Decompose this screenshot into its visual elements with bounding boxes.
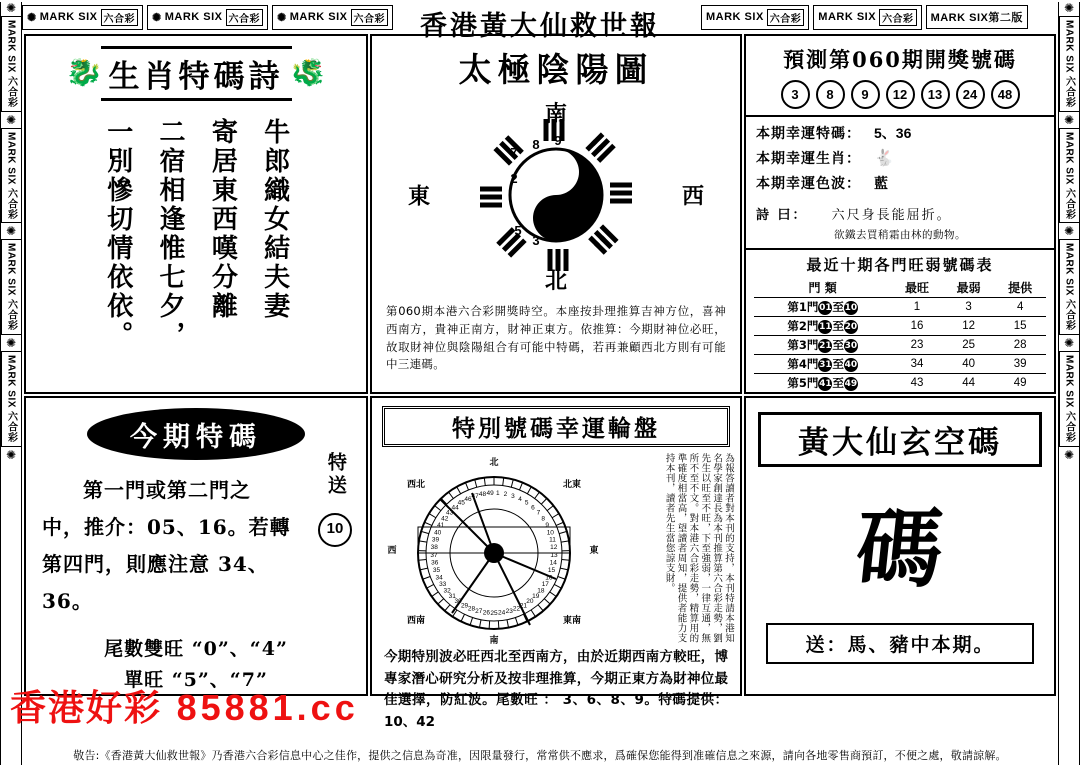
- disclaimer: 敬告:《香港黃大仙救世報》乃香港六合彩信息中心之佳作，提供之信息為奇准，因限量發行，常常供不應求，爲確保您能得到准確信息之來源，請向各地零售商預訂，不便之處，敬請諒解。: [73, 749, 1007, 762]
- hot-cell: 43: [891, 374, 943, 393]
- svg-text:37: 37: [430, 551, 438, 559]
- give-cell: 4: [994, 298, 1046, 317]
- svg-text:西: 西: [387, 546, 397, 556]
- lucky-zodiac-row: [756, 148, 1044, 168]
- svg-text:東南: 東南: [562, 616, 582, 626]
- svg-text:9: 9: [545, 522, 550, 530]
- wheel-diagram: [380, 453, 608, 649]
- cold-cell: 3: [943, 298, 995, 317]
- markix-chip: ✺ MARK SIX 六合彩: [147, 5, 268, 30]
- table-header-row: [754, 278, 1046, 298]
- ball: 24: [956, 80, 985, 109]
- marksix-chip: ✺ MARK SIX 六合彩: [22, 5, 143, 30]
- svg-text:38: 38: [430, 544, 438, 552]
- wheel-area: [372, 447, 740, 647]
- svg-text:3: 3: [511, 493, 515, 501]
- svg-text:25: 25: [490, 610, 498, 617]
- svg-text:21: 21: [519, 602, 528, 610]
- taiji-title: 太極陰陽圖: [458, 50, 654, 89]
- svg-text:1: 1: [496, 490, 500, 498]
- gate-cell: 第2門11至20: [754, 317, 891, 336]
- svg-text:11: 11: [549, 536, 556, 544]
- wts-send: 送：馬、豬中本期。: [766, 623, 1034, 664]
- markix-chip: MARK SIX 六合彩: [813, 5, 921, 30]
- left-decorative-strip: ✺ MARK SIX 六合彩 ✺ MARK SIX 六合彩 ✺ MARK SIX 六合彩 ✺ MARK SIX 六合彩 ✺: [0, 2, 22, 765]
- svg-text:43: 43: [445, 509, 454, 517]
- right-decorative-strip: ✺ MARK SIX 六合彩 ✺ MARK SIX 六合彩 ✺ MARK SIX 六合彩 ✺ MARK SIX 六合彩 ✺: [1058, 2, 1080, 765]
- row-value: 5、36: [874, 125, 912, 141]
- svg-text:22: 22: [512, 605, 521, 613]
- svg-text:28: 28: [467, 605, 476, 613]
- ball: 9: [851, 80, 880, 109]
- wts-title: 黃大仙玄空碼: [758, 412, 1042, 467]
- svg-text:南: 南: [489, 636, 499, 646]
- cold-cell: 40: [943, 355, 995, 374]
- wheel-side-text: [610, 453, 734, 645]
- zodiac-poem: [26, 118, 366, 370]
- svg-text:13: 13: [550, 551, 558, 559]
- svg-text:7: 7: [510, 145, 518, 160]
- svg-text:9: 9: [554, 133, 562, 148]
- col-give: 提供: [994, 278, 1046, 298]
- svg-text:5: 5: [524, 499, 529, 507]
- svg-text:10: 10: [546, 529, 554, 537]
- svg-text:北: 北: [489, 458, 499, 468]
- row-value: 藍: [874, 175, 888, 191]
- svg-text:東: 東: [589, 546, 599, 556]
- watermark: [10, 680, 359, 731]
- row-label: 本期幸運色波：: [756, 176, 861, 192]
- svg-text:16: 16: [545, 574, 553, 582]
- svg-text:15: 15: [547, 567, 556, 575]
- special-foot-line: 單旺 “5”、“7”: [124, 669, 268, 691]
- table-row: [754, 317, 1046, 336]
- prediction-rows: [746, 115, 1054, 200]
- give-cell: 28: [994, 336, 1046, 355]
- svg-text:23: 23: [505, 608, 513, 616]
- svg-text:26: 26: [482, 609, 490, 617]
- frequency-table: [754, 278, 1046, 393]
- svg-text:西南: 西南: [406, 616, 426, 626]
- poem-line: 一別慘切情依依。: [102, 118, 133, 350]
- cold-cell: 25: [943, 336, 995, 355]
- svg-text:18: 18: [537, 587, 545, 595]
- poem-line: 寄居東西嘆分離: [207, 118, 238, 321]
- panel-lucky-wheel: [370, 396, 742, 730]
- svg-text:47: 47: [471, 493, 479, 501]
- svg-text:2: 2: [503, 491, 508, 499]
- table-row: [754, 336, 1046, 355]
- watermark-text: 香港好彩: [10, 687, 163, 729]
- hot-cell: 23: [891, 336, 943, 355]
- table-row: [754, 374, 1046, 393]
- prediction-poem-sub: 欲鐵去買稍霜由林的動物。: [834, 229, 966, 241]
- svg-text:48: 48: [478, 491, 487, 499]
- cold-cell: 44: [943, 374, 995, 393]
- special-code-body: [42, 472, 292, 620]
- dragon-icon: 🐉: [64, 58, 104, 88]
- side-text-col: 為報答讀者對本刊的支持，本刊特請本港知名學家創達長為本刊推算第六合彩走勢，劉先生以旺至不旺，下至強弱，一律互通，無所不至不文。對本港六合彩走勢，精算用的準確度相當高，望讀者周知，提供者能力支持本刊，讀者先生當您諒支財。: [663, 453, 734, 643]
- edition-chip: MARK SIX第二版: [926, 5, 1028, 29]
- ball: 12: [886, 80, 915, 109]
- svg-text:5: 5: [514, 223, 522, 238]
- hot-cell: 34: [891, 355, 943, 374]
- body-line: 中，推介：05、16。若轉: [42, 515, 291, 539]
- poem-line: 二宿相逢惟七夕，: [155, 118, 185, 350]
- panel-special-code: [24, 396, 368, 696]
- col-gate: 門 類: [754, 278, 891, 298]
- svg-text:北東: 北東: [562, 480, 582, 490]
- ball: 48: [991, 80, 1020, 109]
- prediction-balls: [746, 80, 1054, 115]
- special-code-title: 今期特碼: [87, 408, 305, 460]
- panel-zodiac-poem: [24, 34, 368, 394]
- col-cold: 最弱: [943, 278, 995, 298]
- taiji-diagram: [406, 95, 706, 295]
- svg-text:8: 8: [532, 137, 540, 152]
- compass-north-label: 南: [544, 101, 568, 127]
- give-cell: 39: [994, 355, 1046, 374]
- dragon-icon: 🐉: [288, 58, 328, 88]
- poem-line: 牛郎織女結夫妻: [259, 118, 290, 321]
- svg-text:6: 6: [531, 504, 535, 512]
- svg-text:45: 45: [457, 499, 465, 507]
- svg-text:39: 39: [431, 536, 440, 544]
- send-number: 10: [318, 513, 352, 547]
- frequency-table-title: 最近十期各門旺弱號碼表: [746, 248, 1054, 275]
- svg-text:30: 30: [454, 598, 462, 606]
- svg-text:29: 29: [460, 602, 469, 610]
- svg-text:7: 7: [536, 509, 541, 517]
- hot-cell: 16: [891, 317, 943, 336]
- prediction-title: 預測第060期開獎號碼: [783, 47, 1017, 72]
- poem-text: 六尺身長能屈折。: [831, 208, 952, 223]
- svg-text:44: 44: [451, 504, 459, 512]
- gate-cell: 第5門41至49: [754, 374, 891, 393]
- svg-text:西北: 西北: [406, 480, 426, 490]
- svg-text:20: 20: [526, 598, 534, 606]
- svg-text:40: 40: [434, 529, 442, 537]
- svg-text:24: 24: [498, 609, 506, 617]
- gate-cell: 第3門21至30: [754, 336, 891, 355]
- body-line: 第四門，則應注意 34、36。: [42, 552, 269, 613]
- svg-text:33: 33: [439, 581, 447, 589]
- svg-text:32: 32: [443, 587, 451, 595]
- svg-text:6: 6: [578, 191, 586, 206]
- gate-cell: 第1門01至10: [754, 298, 891, 317]
- ball: 8: [816, 80, 845, 109]
- compass-south-label: 北: [544, 268, 568, 294]
- svg-text:12: 12: [550, 544, 558, 552]
- svg-text:8: 8: [541, 515, 546, 523]
- row-label: 本期幸運生肖：: [756, 151, 861, 167]
- ball: 3: [781, 80, 810, 109]
- svg-text:27: 27: [475, 608, 483, 616]
- compass-west-label: 西: [681, 183, 704, 210]
- prediction-poem: [756, 204, 1044, 223]
- panel-taiji: [370, 34, 742, 394]
- svg-text:19: 19: [532, 593, 540, 601]
- svg-text:46: 46: [464, 495, 472, 503]
- body-line: 第一門或第二門之: [83, 478, 251, 502]
- compass-east-label: 東: [408, 183, 431, 210]
- zodiac-title: 生肖特碼詩: [101, 46, 292, 101]
- svg-text:42: 42: [441, 515, 449, 523]
- svg-text:49: 49: [486, 490, 494, 498]
- give-cell: 15: [994, 317, 1046, 336]
- wts-glyph: 碼: [850, 499, 948, 600]
- svg-text:2: 2: [510, 171, 518, 186]
- lucky-color-row: [756, 173, 1044, 193]
- ball: 13: [921, 80, 950, 109]
- svg-text:35: 35: [432, 567, 441, 575]
- gate-cell: 第4門31至40: [754, 355, 891, 374]
- page-title: 香港黃大仙救世報: [420, 11, 660, 42]
- wheel-svg: [380, 453, 608, 649]
- svg-text:1: 1: [552, 207, 560, 222]
- svg-text:36: 36: [431, 559, 439, 567]
- svg-text:41: 41: [437, 522, 445, 530]
- rabbit-icon: 🐇: [874, 150, 894, 167]
- lucky-special-row: [756, 123, 1044, 143]
- wheel-title: 特別號碼幸運輪盤: [382, 406, 730, 447]
- markix-chip: ✺ MARK SIX 六合彩: [272, 5, 393, 30]
- svg-text:4: 4: [518, 495, 522, 503]
- watermark-number: 85881.cc: [176, 687, 359, 728]
- panel-wong-tai-sin: [744, 396, 1056, 696]
- panel-prediction: [744, 34, 1056, 394]
- special-foot-line: 尾數雙旺 “0”、“4”: [104, 638, 288, 660]
- hot-cell: 1: [891, 298, 943, 317]
- send-label: 特送: [324, 452, 347, 498]
- table-row: [754, 298, 1046, 317]
- svg-text:14: 14: [549, 559, 557, 567]
- wheel-foot-text: 今期特別波必旺西北至西南方，由於近期西南方較旺，博專家潛心研究分析及按非理推算，今期正東方為財神位最佳選擇，防紅波。尾數旺 ： 3、6、8、9。特碼提供：10、42: [384, 649, 728, 730]
- zodiac-title-band: [38, 46, 354, 100]
- svg-text:34: 34: [435, 574, 443, 582]
- cold-cell: 12: [943, 317, 995, 336]
- give-cell: 49: [994, 374, 1046, 393]
- row-label: 本期幸運特碼：: [756, 126, 861, 142]
- markix-chip: MARK SIX 六合彩: [701, 5, 809, 30]
- special-send-block: [312, 452, 358, 547]
- svg-text:31: 31: [448, 593, 456, 601]
- svg-text:3: 3: [532, 233, 540, 248]
- poem-label: 詩 曰：: [756, 208, 808, 223]
- taiji-note: 第060期本港六合彩開獎時空。本座按卦理推算吉神方位，喜神西南方，貴神正南方，財神正東方。依推算：今期財神位必旺，故取財神位與陰陽組合有可能中特碼，若再兼顧西北方則有可能中三連碼。: [386, 304, 726, 372]
- col-hot: 最旺: [891, 278, 943, 298]
- table-row: [754, 355, 1046, 374]
- svg-text:17: 17: [541, 581, 549, 589]
